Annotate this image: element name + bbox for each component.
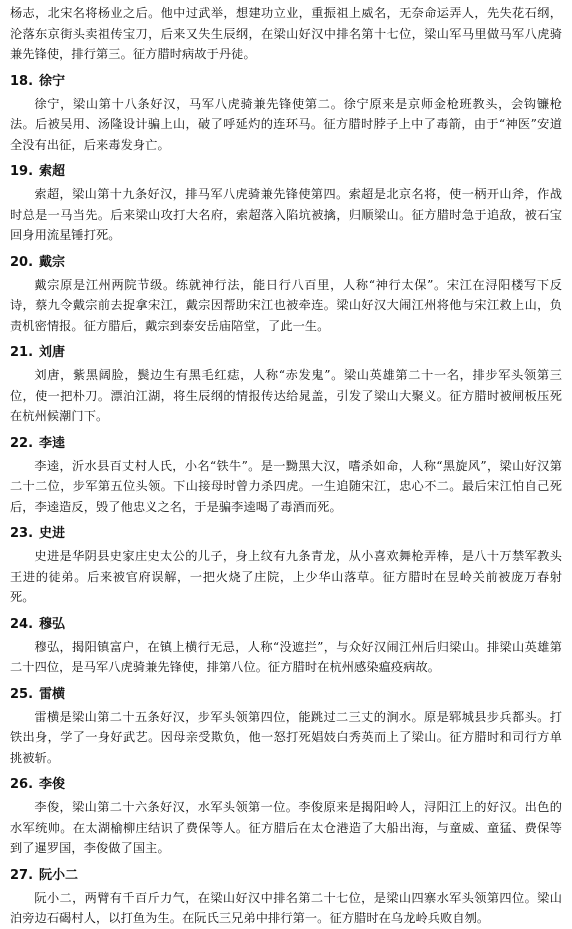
entry-text: 徐宁，梁山第十八条好汉，马军八虎骑兼先锋使第二。徐宁原来是京师金枪班教头，会钩镰枪法。后被吴用、汤隆设计骗上山，破了呼延灼的连环马。征方腊时脖子上中了毒箭，由于“神医”安道全没有出征，后来毒发身亡。 bbox=[10, 96, 562, 152]
entry-25 bbox=[10, 685, 562, 769]
entry-number: 21. bbox=[10, 345, 34, 360]
entry-text: 李逵，沂水县百丈村人氏，小名“铁牛”。是一黝黑大汉，嗜杀如命，人称“黑旋风”，梁山好汉第二十二位，步军第五位头领。下山接母时曾力杀四虎。一生追随宋江，忠心不二。最后宋江怕自己死后，李逵造反，毁了他忠义之名，于是骗李逵喝了毒酒而死。 bbox=[10, 458, 562, 514]
entry-heading bbox=[10, 434, 562, 454]
entry-title: 刘唐 bbox=[39, 345, 66, 360]
entry-number: 25. bbox=[10, 686, 34, 702]
entry-text: 李俊，梁山第二十六条好汉，水军头领第一位。李俊原来是揭阳岭人，浔阳江上的好汉。出色的水军统帅。在太湖榆柳庄结识了费保等人。征方腊后在太仓港造了大船出海，与童威、童猛、费保等到了暹罗国，李俊做了国主。 bbox=[10, 800, 562, 855]
entry-heading bbox=[10, 253, 562, 273]
entry-26 bbox=[10, 775, 562, 859]
entry-24 bbox=[10, 615, 562, 678]
entry-19 bbox=[10, 162, 562, 246]
entry-text: 索超，梁山第十九条好汉，排马军八虎骑兼先锋使第四。索超是北京名将，使一柄开山斧，作战时总是一马当先。后来梁山攻打大名府，索超落入陷坑被擒，归顺梁山。征方腊时急于追敌，被石宝回身用流星锤打死。 bbox=[10, 187, 562, 242]
entry-heading bbox=[10, 72, 562, 92]
entry-text: 刘唐，紫黑阔脸，鬓边生有黑毛红痣，人称“赤发鬼”。梁山英雄第二十一名，排步军头领第三位，使一把朴刀。漂泊江湖，将生辰纲的情报传达给晁盖，引发了梁山大聚义。征方腊时被闸板压死在杭州候潮门下。 bbox=[10, 368, 562, 423]
entry-number: 23. bbox=[10, 526, 34, 541]
intro-paragraph: 杨志，北宋名将杨业之后。他中过武举，想建功立业，重振祖上威名，无奈命运弄人，先失花石纲，沦落东京街头卖祖传宝刀，后来又失生辰纲，在梁山好汉中排名第十七位，梁山军马里做马军八虎骑兼先锋使，排行第三。征方腊时病故于丹徒。 bbox=[10, 6, 562, 61]
entry-title: 索超 bbox=[39, 164, 66, 179]
entry-number: 22. bbox=[10, 435, 34, 451]
entry-text: 阮小二，两臂有千百斤力气，在梁山好汉中排名第二十七位，是梁山四寨水军头领第四位。梁山泊旁边石碣村人，以打鱼为生。在阮氏三兄弟中排行第一。征方腊时在乌龙岭兵败自刎。 bbox=[10, 890, 562, 925]
entry-heading bbox=[10, 615, 562, 635]
entry-text: 史进是华阴县史家庄史太公的儿子，身上纹有九条青龙，从小喜欢舞枪弄棒，是八十万禁军教头王进的徒弟。后来被官府误解，一把火烧了庄院，上少华山落草。征方腊时在昱岭关前被庞万春射死。 bbox=[10, 549, 562, 604]
entry-heading bbox=[10, 866, 562, 886]
entry-heading bbox=[10, 524, 562, 544]
entry-text: 戴宗原是江州两院节级。练就神行法，能日行八百里，人称“神行太保”。宋江在浔阳楼写下反诗，蔡九令戴宗前去捉拿宋江，戴宗因帮助宋江也被牵连。梁山好汉大闹江州将他与宋江救上山，负责机密情报。征方腊后，戴宗到泰安岳庙陪堂，了此一生。 bbox=[10, 277, 562, 333]
entry-number: 24. bbox=[10, 616, 34, 632]
entry-title: 李俊 bbox=[39, 777, 66, 792]
entry-20 bbox=[10, 253, 562, 337]
entry-number: 19. bbox=[10, 164, 34, 179]
entry-21 bbox=[10, 343, 562, 427]
entry-heading bbox=[10, 685, 562, 705]
entry-title: 雷横 bbox=[39, 686, 66, 702]
entry-number: 18. bbox=[10, 73, 34, 89]
entry-heading bbox=[10, 162, 562, 182]
entry-23 bbox=[10, 524, 562, 608]
entry-heading bbox=[10, 775, 562, 795]
entry-text: 雷横是梁山第二十五条好汉，步军头领第四位，能跳过二三丈的涧水。原是郓城县步兵都头。打铁出身，学了一身好武艺。因母亲受欺负，他一怒打死娼妓白秀英而上了梁山。征方腊时和司行方单挑被斩。 bbox=[10, 709, 562, 765]
entry-title: 史进 bbox=[39, 526, 66, 541]
entry-title: 戴宗 bbox=[39, 254, 66, 270]
entry-title: 阮小二 bbox=[39, 867, 79, 883]
entry-title: 李逵 bbox=[39, 435, 66, 451]
entry-number: 27. bbox=[10, 867, 34, 883]
entry-list bbox=[10, 72, 562, 929]
entry-18 bbox=[10, 72, 562, 156]
entry-heading bbox=[10, 343, 562, 363]
entry-text: 穆弘，揭阳镇富户，在镇上横行无忌，人称“没遮拦”，与众好汉闹江州后归梁山。排梁山英雄第二十四位，是马军八虎骑兼先锋使，排第八位。征方腊时在杭州感染瘟疫病故。 bbox=[10, 639, 562, 674]
entry-number: 26. bbox=[10, 777, 34, 792]
entry-number: 20. bbox=[10, 254, 34, 270]
entry-title: 徐宁 bbox=[39, 73, 66, 89]
entry-title: 穆弘 bbox=[39, 616, 66, 632]
entry-27 bbox=[10, 866, 562, 929]
entry-22 bbox=[10, 434, 562, 518]
